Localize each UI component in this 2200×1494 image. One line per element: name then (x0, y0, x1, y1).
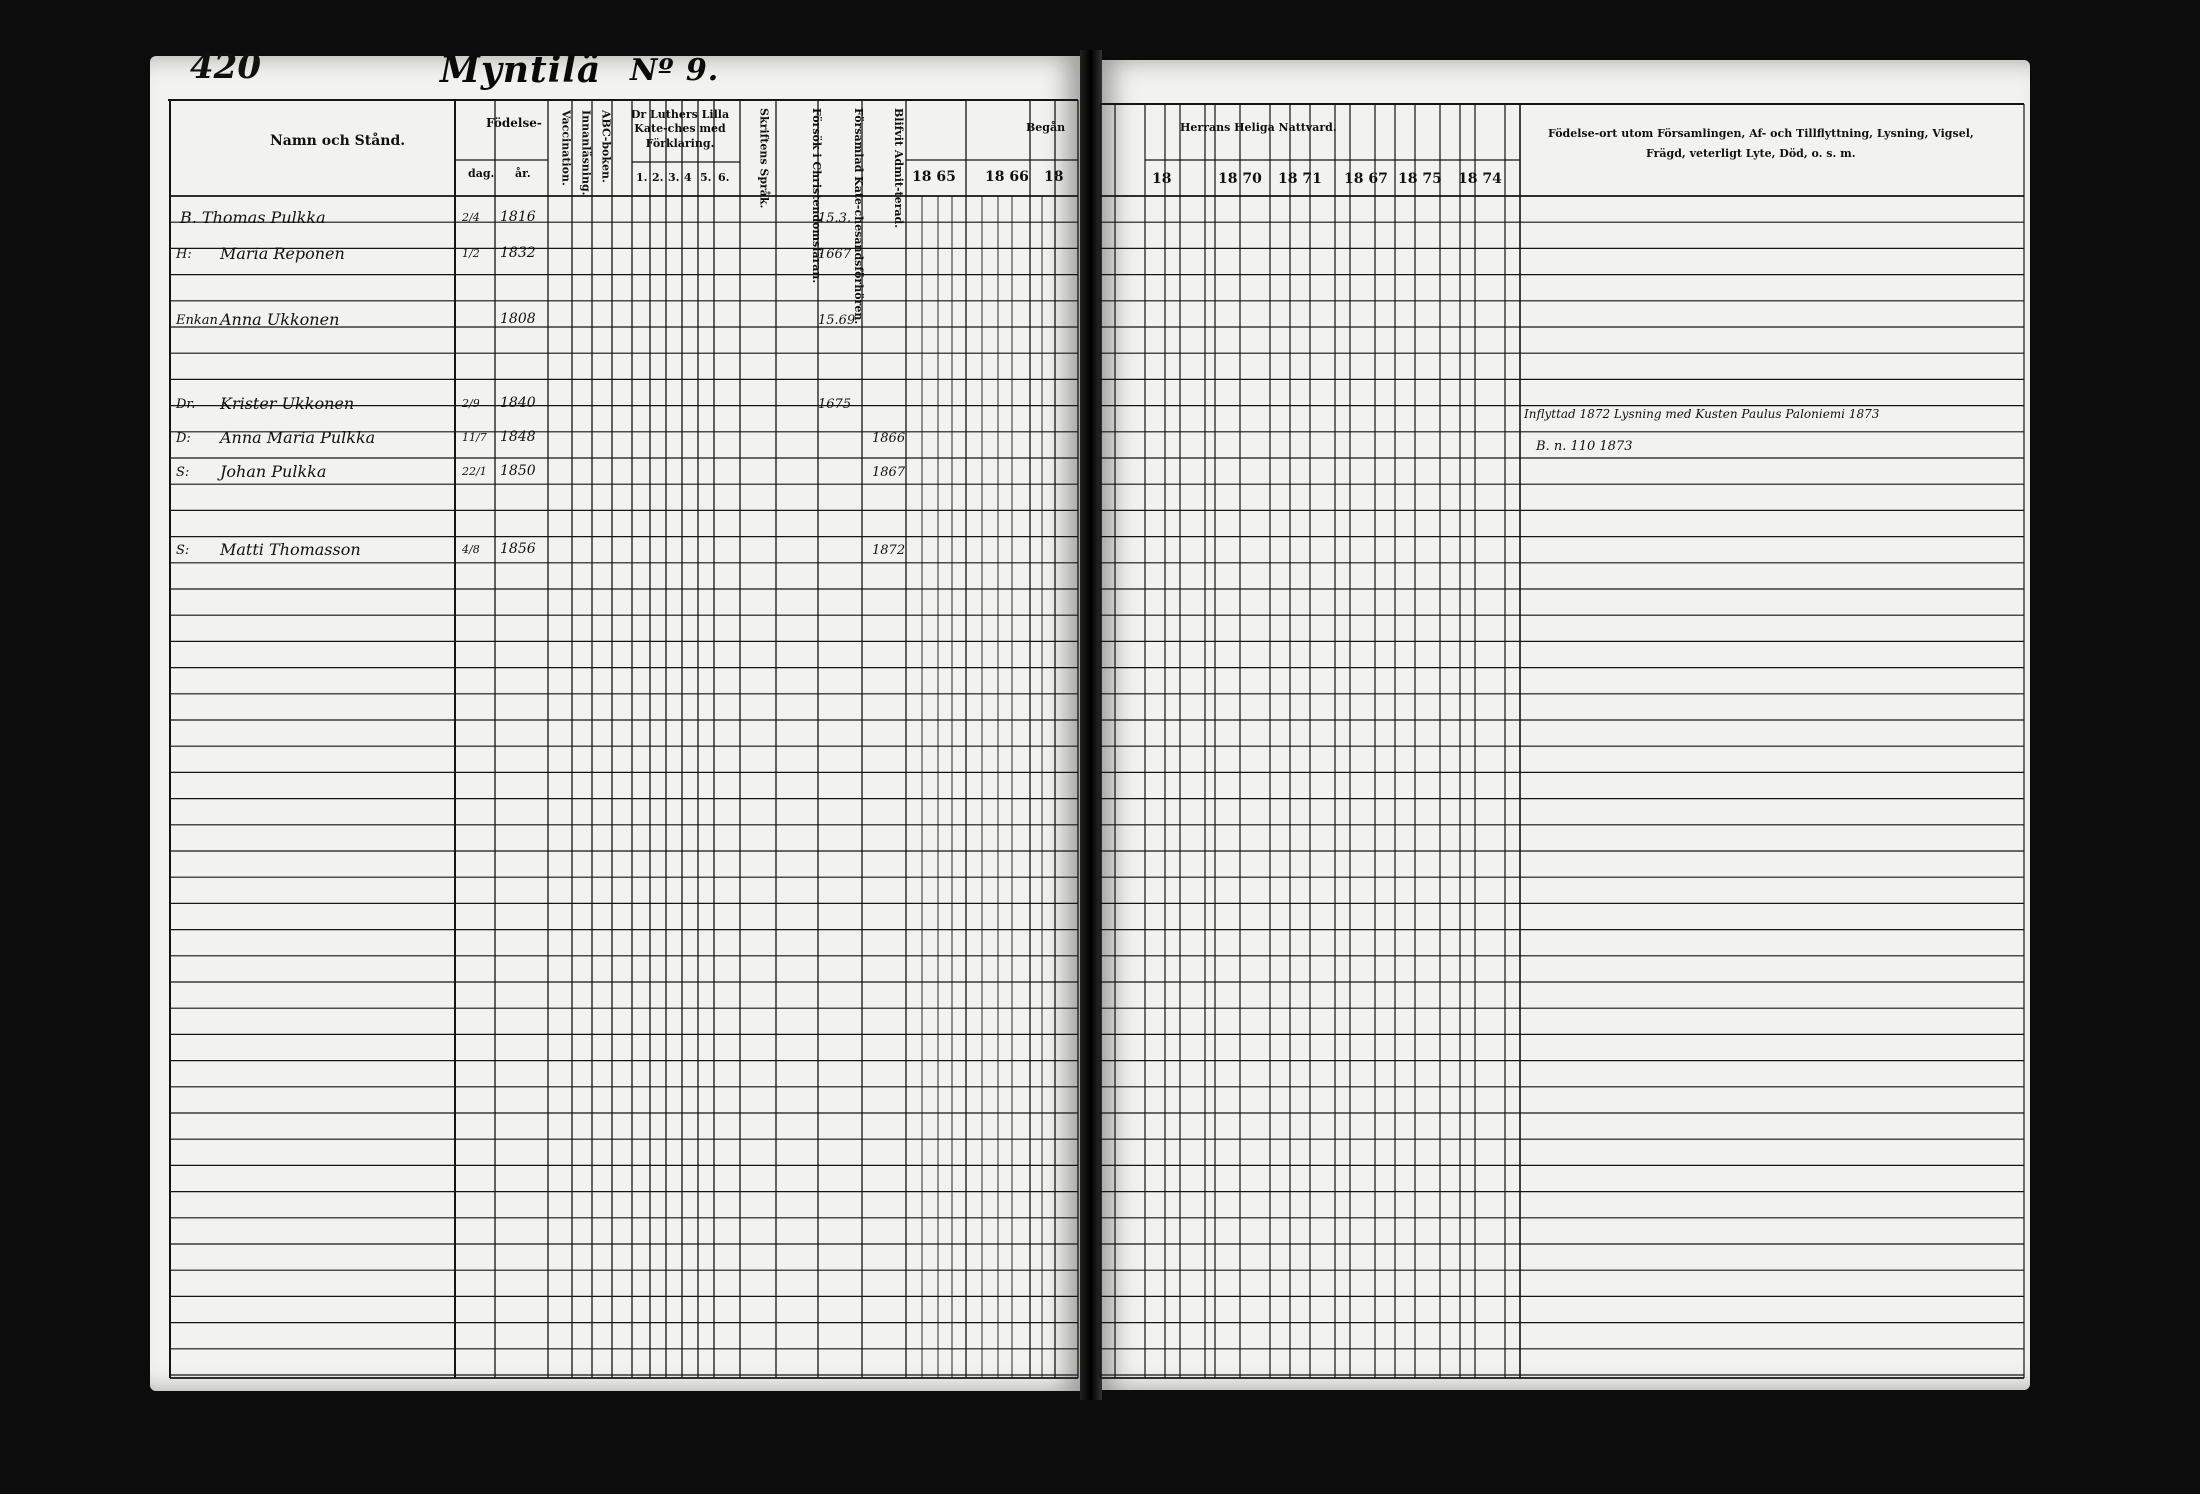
page-title-number: Nº 9. (630, 53, 720, 88)
entry-year: 1848 (500, 429, 536, 445)
entry-name: B. Thomas Pulkka (180, 208, 326, 227)
entry-name: Krister Ukkonen (220, 394, 355, 413)
luther-column-number: 4 (684, 171, 692, 184)
entry-name: Maria Reponen (220, 244, 345, 263)
entry-admit: 1867 (872, 465, 906, 480)
page-title: Myntilä (440, 49, 602, 91)
header-right-year-5: 18 75 (1398, 171, 1442, 187)
header-right-year-6: 18 74 (1458, 171, 1502, 187)
remark-2: B. n. 110 1873 (1536, 439, 1633, 454)
entry-name: Anna Ukkonen (220, 310, 340, 329)
header-name: Namn och Stånd. (270, 133, 406, 149)
entry-admit: 1866 (872, 431, 906, 446)
entry-prefix: S: (176, 543, 190, 558)
luther-column-number: 1. (636, 171, 648, 184)
header-admitted: Blifvit Admit-terad. (892, 108, 905, 229)
header-remarks-line1: Födelse-ort utom Församlingen, Af- och Tillflyttning, Lysning, Vigsel, (1548, 127, 1974, 140)
header-right-year-1: 18 (1152, 171, 1172, 187)
entry-day: 2/9 (462, 397, 480, 410)
entry-admit: 15.3. (818, 211, 852, 226)
entry-admit: 1872 (872, 543, 906, 558)
entry-year: 1808 (500, 311, 536, 327)
header-year-2: 18 66 (985, 169, 1029, 185)
header-luther: Dr Luthers Lilla Kate-ches med Förklaring. (630, 108, 730, 150)
entry-year: 1816 (500, 209, 536, 225)
entry-year: 1856 (500, 541, 536, 557)
header-forhor: Begån (1026, 121, 1066, 134)
header-abc: ABC-boken. (599, 110, 613, 183)
entry-prefix: D: (176, 431, 191, 446)
header-forsamlad: Församlad Kate-chesandsförhören. (852, 108, 865, 325)
header-birth: Födelse- (486, 116, 542, 130)
luther-column-number: 5. (700, 171, 712, 184)
entry-day: 1/2 (462, 247, 480, 260)
entry-name: Johan Pulkka (220, 462, 327, 481)
header-day: dag. (468, 167, 495, 180)
entry-year: 1850 (500, 463, 536, 479)
remark-1: Inflyttad 1872 Lysning med Kusten Paulus Paloniemi 1873 (1524, 407, 1880, 421)
entry-year: 1840 (500, 395, 536, 411)
header-year: år. (515, 167, 531, 180)
header-remarks-line2: Frägd, veterligt Lyte, Död, o. s. m. (1646, 147, 1856, 160)
entry-day: 11/7 (462, 431, 487, 444)
header-right-year-4: 18 67 (1344, 171, 1388, 187)
entry-prefix: Enkan (176, 313, 218, 328)
entry-name: Matti Thomasson (220, 540, 361, 559)
entry-day: 2/4 (462, 211, 480, 224)
header-innan: Innanläsning. (579, 110, 593, 196)
header-nattvard: Herrans Heliga Nattvard. (1180, 121, 1337, 134)
luther-column-number: 3. (668, 171, 680, 184)
entry-prefix: S: (176, 465, 190, 480)
header-skrifter: Skriftens Språk. (757, 108, 771, 209)
header-year-1: 18 65 (912, 169, 956, 185)
header-right-year-3: 18 71 (1278, 171, 1322, 187)
entry-name: Anna Maria Pulkka (220, 428, 376, 447)
entry-day: 22/1 (462, 465, 487, 478)
entry-prefix: H: (176, 247, 192, 262)
luther-column-number: 6. (718, 171, 730, 184)
entry-year: 1832 (500, 245, 536, 261)
page-number: 420 (190, 47, 261, 87)
header-right-year-2: 18 70 (1218, 171, 1262, 187)
entry-admit: 1667 (818, 247, 852, 262)
luther-column-number: 2. (652, 171, 664, 184)
entry-admit: 1675 (818, 397, 852, 412)
entry-day: 4/8 (462, 543, 480, 556)
header-year-3: 18 (1044, 169, 1064, 185)
header-vaccination: Vaccination. (559, 110, 573, 186)
header-forsok: Försök i Christendomsläran. (810, 108, 823, 284)
entry-admit: 15.69 (818, 313, 856, 328)
entry-prefix: Dr. (176, 397, 196, 412)
